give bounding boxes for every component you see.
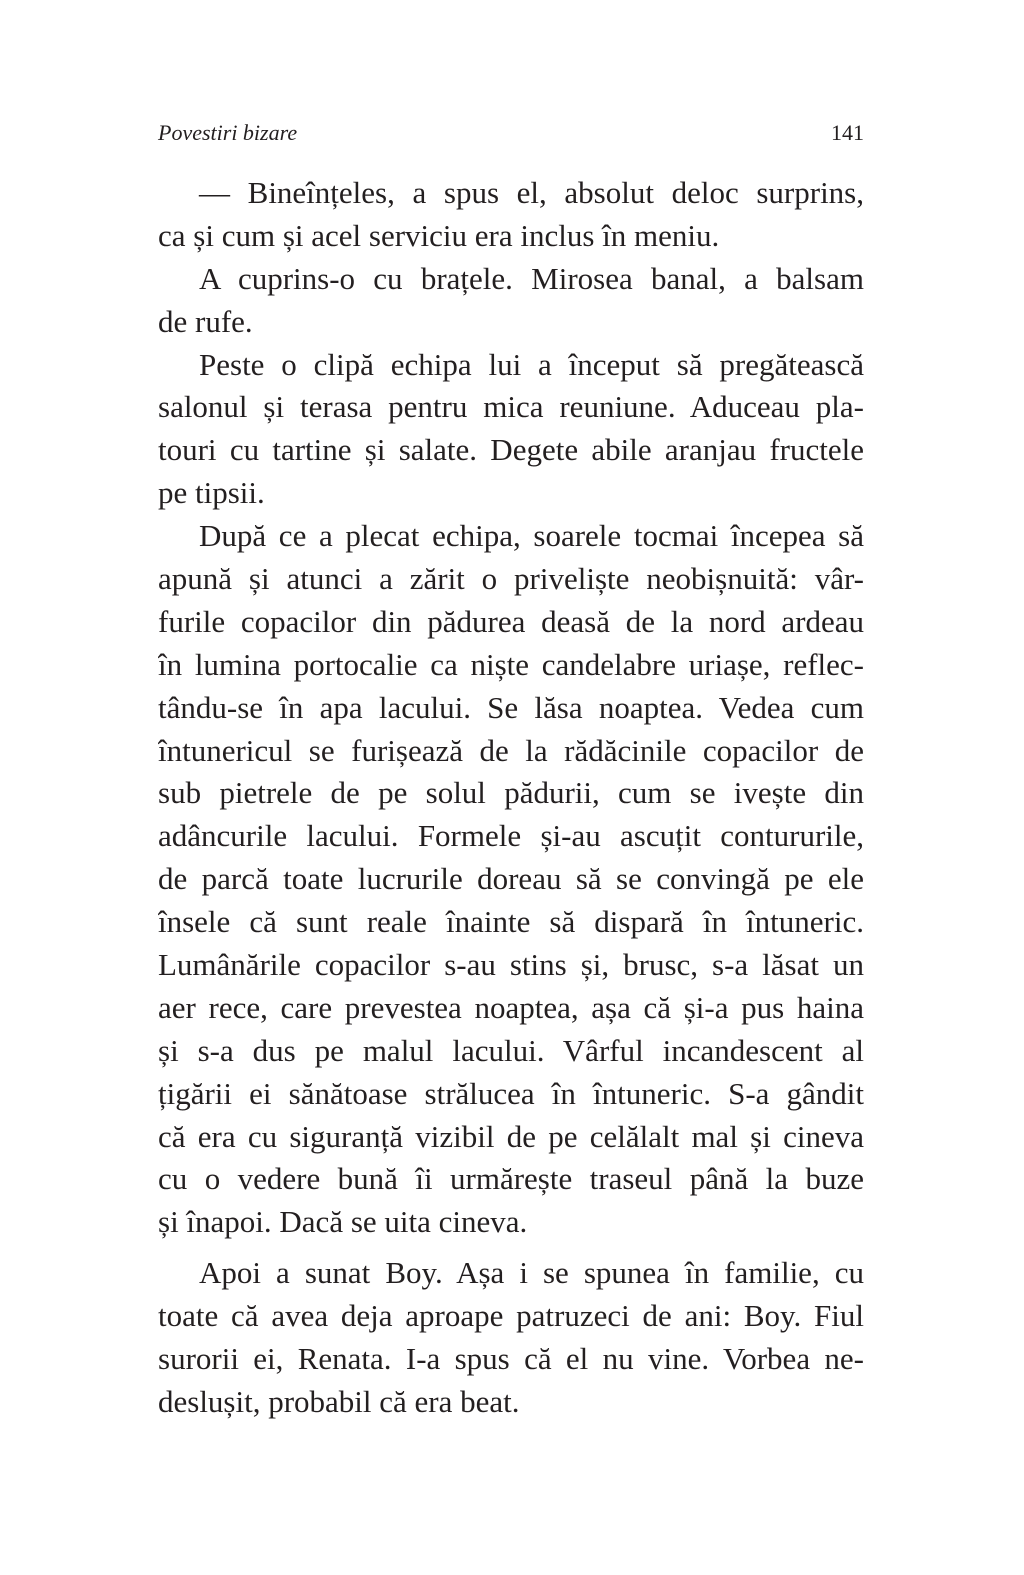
- text-line: de rufe.: [158, 303, 253, 339]
- text-line: După ce a plecat echipa, soarele tocmai începea să: [199, 518, 864, 554]
- text-line: furile copacilor din pădurea deasă de la nord ardeau: [158, 603, 864, 639]
- text-line: de parcă toate lucrurile doreau să se convingă pe ele: [158, 861, 864, 897]
- body-text: [158, 172, 864, 1424]
- text-line: apună și atunci a zărit o priveliște neobișnuită: vâr-: [158, 561, 864, 597]
- text-line: aer rece, care prevestea noaptea, așa că și-a pus haina: [158, 989, 864, 1025]
- text-line: deslușit, probabil că era beat.: [158, 1383, 520, 1419]
- text-line: tându-se în apa lacului. Se lăsa noaptea. Vedea cum: [158, 689, 864, 725]
- text-line: toate că avea deja aproape patruzeci de ani: Boy. Fiul: [158, 1298, 864, 1334]
- running-head: [158, 120, 864, 150]
- text-line: cu o vedere bună îi urmărește traseul până la buze: [158, 1161, 864, 1197]
- text-line: pe tipsii.: [158, 475, 265, 511]
- text-line: — Bineînțeles, a spus el, absolut deloc surprins,: [199, 175, 864, 210]
- text-line: și înapoi. Dacă se uita cineva.: [158, 1204, 528, 1240]
- text-line: în lumina portocalie ca niște candelabre uriașe, reflec-: [158, 646, 864, 682]
- running-title: Povestiri bizare: [158, 120, 298, 145]
- text-line: touri cu tartine și salate. Degete abile aranjau fructele: [158, 432, 864, 468]
- text-line: că era cu siguranță vizibil de pe celălalt mal și cineva: [158, 1118, 864, 1154]
- text-line: Lumânările copacilor s-au stins și, brusc, s-a lăsat un: [158, 947, 864, 983]
- text-line: însele că sunt reale înainte să dispară în întuneric.: [158, 904, 864, 940]
- text-line: țigării ei sănătoase strălucea în întuneric. S-a gândit: [158, 1075, 864, 1111]
- text-line: și s-a dus pe malul lacului. Vârful incandescent al: [158, 1032, 864, 1068]
- text-line: întunericul se furișează de la rădăcinile copacilor de: [158, 732, 864, 768]
- text-line: surorii ei, Renata. I-a spus că el nu vine. Vorbea ne-: [158, 1341, 864, 1377]
- text-line: Apoi a sunat Boy. Așa i se spunea în familie, cu: [199, 1255, 864, 1291]
- page-number: 141: [831, 120, 864, 145]
- text-line: salonul și terasa pentru mica reuniune. Aduceau pla-: [158, 389, 864, 425]
- text-line: sub pietrele de pe solul pădurii, cum se ivește din: [158, 775, 864, 811]
- text-line: Peste o clipă echipa lui a început să pregătească: [199, 346, 864, 382]
- text-line: adâncurile lacului. Formele și-au ascuțit contururile,: [158, 818, 864, 854]
- text-line: A cuprins-o cu brațele. Mirosea banal, a balsam: [199, 260, 864, 296]
- text-line: ca și cum și acel serviciu era inclus în meniu.: [158, 217, 720, 253]
